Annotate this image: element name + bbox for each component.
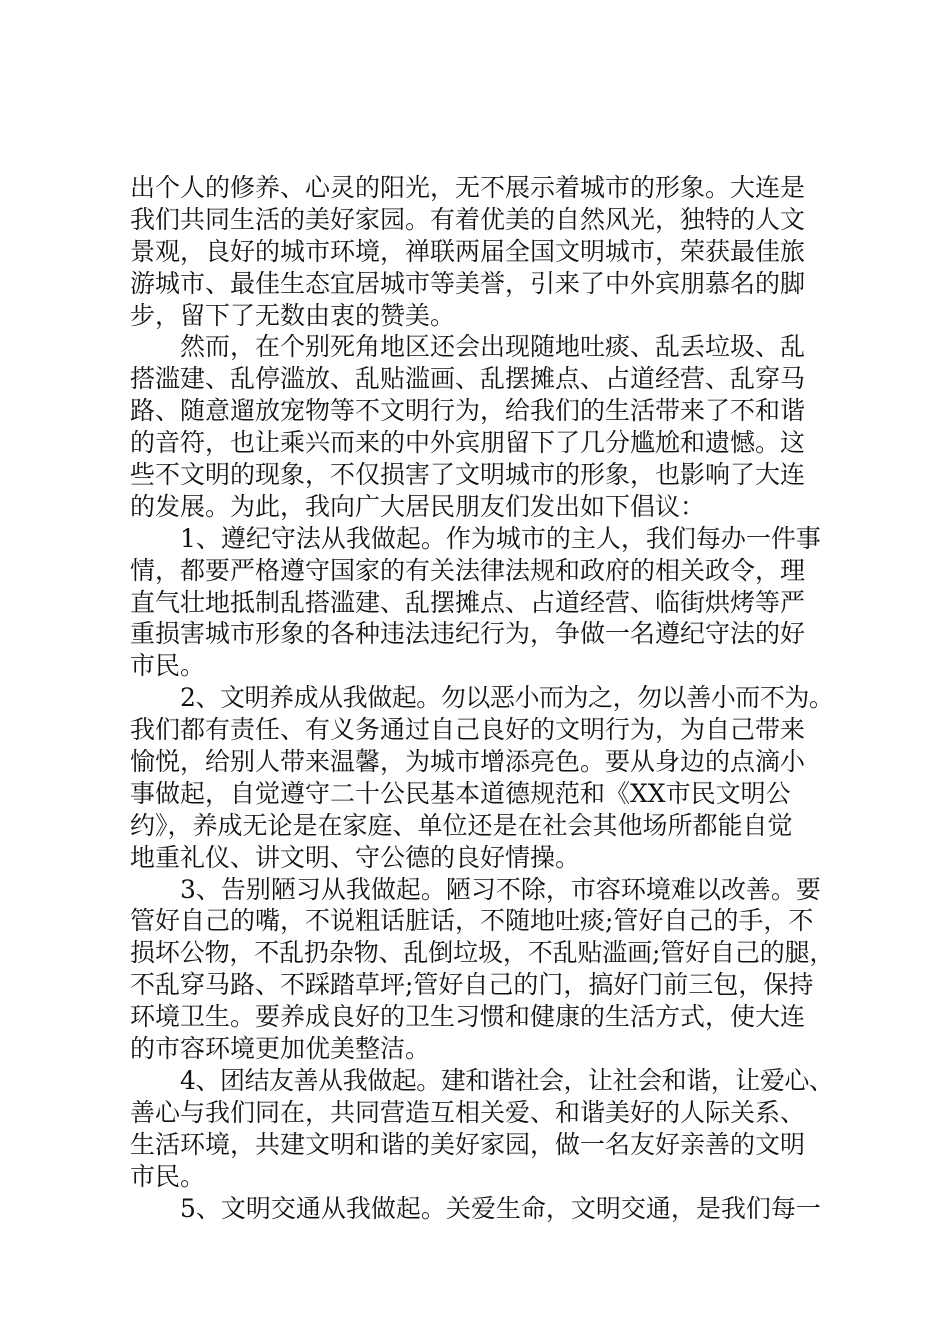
text-line: 损坏公物，不乱扔杂物、乱倒垃圾，不乱贴滥画;管好自己的腿， [130,938,835,968]
paragraph-first-line: 4、团结友善从我做起。建和谐社会，让社会和谐，让爱心、 [180,1065,834,1095]
text-line: 我们都有责任、有义务通过自己良好的文明行为，为自己带来 [130,715,806,745]
text-line: 事做起，自觉遵守二十公民基本道德规范和《XX市民文明公 [130,778,791,808]
text-line: 愉悦，给别人带来温馨，为城市增添亮色。要从身边的点滴小 [130,747,806,777]
paragraph-first-line: 5、文明交通从我做起。关爱生命，文明交通，是我们每一 [180,1193,821,1223]
text-line: 的市容环境更加优美整洁。 [130,1034,431,1064]
text-line: 地重礼仪、讲文明、守公德的良好情操。 [130,842,581,872]
text-line: 善心与我们同在，共同营造互相关爱、和谐美好的人际关系、 [130,1097,806,1127]
paragraph-first-line: 3、告别陋习从我做起。陋习不除，市容环境难以改善。要 [180,874,821,904]
text-line: 直气壮地抵制乱搭滥建、乱摆摊点、占道经营、临街烘烤等严 [130,587,806,617]
text-line: 我们共同生活的美好家园。有着优美的自然风光，独特的人文 [130,204,806,234]
text-line: 环境卫生。要养成良好的卫生习惯和健康的生活方式，使大连 [130,1002,806,1032]
text-line: 市民。 [130,1161,206,1191]
text-line: 出个人的修养、心灵的阳光，无不展示着城市的形象。大连是 [130,173,806,202]
text-line: 管好自己的嘴，不说粗话脏话，不随地吐痰;管好自己的手，不 [130,906,814,936]
text-line: 不乱穿马路、不踩踏草坪;管好自己的门，搞好门前三包，保持 [130,970,814,1000]
document-body [130,172,834,1224]
text-line: 景观，良好的城市环境，禅联两届全国文明城市，荣获最佳旅 [130,236,806,266]
paragraph-first-line: 2、文明养成从我做起。勿以恶小而为之，勿以善小而不为。 [180,683,834,713]
text-line: 搭滥建、乱停滥放、乱贴滥画、乱摆摊点、占道经营、乱穿马 [130,364,806,394]
text-line: 重损害城市形象的各种违法违纪行为，争做一名遵纪守法的好 [130,619,806,649]
paragraph-first-line: 1、遵纪守法从我做起。作为城市的主人，我们每办一件事 [180,523,821,553]
text-line: 约》，养成无论是在家庭、单位还是在社会其他场所都能自觉 [130,810,793,840]
text-line: 些不文明的现象，不仅损害了文明城市的形象，也影响了大连 [130,460,806,490]
text-line: 生活环境，共建文明和谐的美好家园，做一名友好亲善的文明 [130,1129,806,1159]
text-line: 的发展。为此，我向广大居民朋友们发出如下倡议： [130,491,706,521]
text-line: 情，都要严格遵守国家的有关法律法规和政府的相关政令，理 [130,555,806,585]
text-line: 市民。 [130,651,206,681]
text-line: 路、随意遛放宠物等不文明行为，给我们的生活带来了不和谐 [130,396,806,426]
text-line: 步，留下了无数由衷的赞美。 [130,300,456,330]
text-line: 游城市、最佳生态宜居城市等美誉，引来了中外宾朋慕名的脚 [130,268,806,298]
text-line: 的音符，也让乘兴而来的中外宾朋留下了几分尴尬和遗憾。这 [130,428,806,458]
paragraph-first-line: 然而，在个别死角地区还会出现随地吐痰、乱丢垃圾、乱 [180,332,806,362]
